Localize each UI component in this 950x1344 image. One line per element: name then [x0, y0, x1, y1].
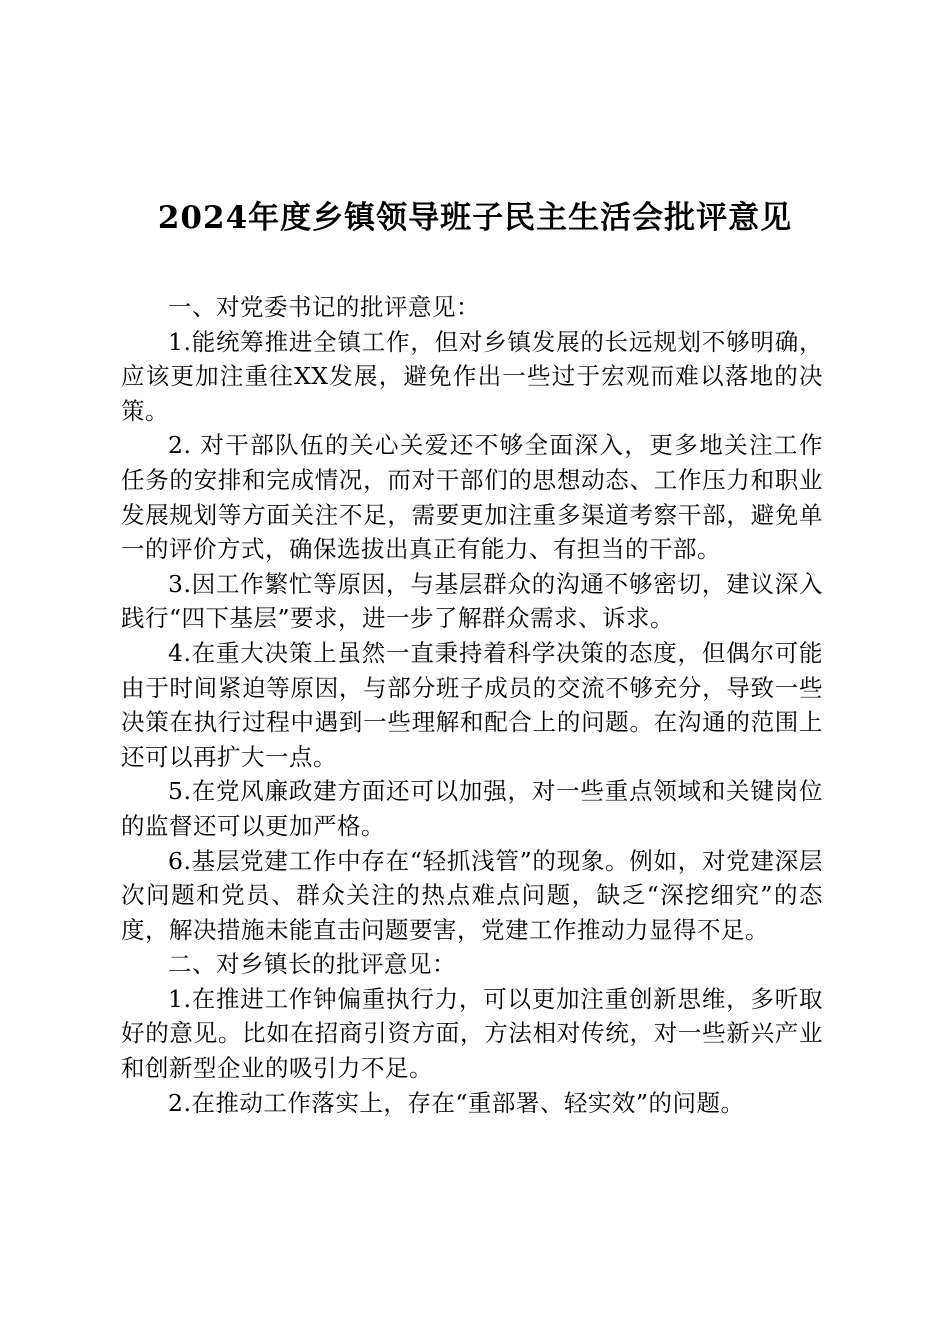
paragraph-township-head-item-1: 1.在推进工作钟偏重执行力，可以更加注重创新思维，多听取好的意见。比如在招商引资方面，方法相对传统，对一些新兴产业和创新型企业的吸引力不足。 — [121, 984, 823, 1083]
section-heading-township-head: 二、对乡镇长的批评意见： — [168, 950, 456, 979]
paragraph-secretary-item-1: 1.能统筹推进全镇工作，但对乡镇发展的长远规划不够明确，应该更加注重往XX发展，避免作出一些过于宏观而难以落地的决策。 — [121, 327, 823, 425]
paragraph-secretary-item-3: 3.因工作繁忙等原因，与基层群众的沟通不够密切，建议深入践行“四下基层”要求，进一步了解群众需求、诉求。 — [121, 569, 823, 633]
paragraph-secretary-item-4: 4.在重大决策上虽然一直秉持着科学决策的态度，但偶尔可能由于时间紧迫等原因，与部分班子成员的交流不够充分，导致一些决策在执行过程中遇到一些理解和配合上的问题。在沟通的范围上还可以再扩大一点。 — [121, 638, 823, 771]
paragraph-secretary-item-5: 5.在党风廉政建方面还可以加强，对一些重点领域和关键岗位的监督还可以更加严格。 — [121, 777, 823, 840]
paragraph-secretary-item-2: 2. 对干部队伍的关心关爱还不够全面深入，更多地关注工作任务的安排和完成情况，而对干部们的思想动态、工作压力和职业发展规划等方面关注不足，需要更加注重多渠道考察干部，避免单一的评价方式，确保选拔出真正有能力、有担当的干部。 — [121, 431, 823, 564]
paragraph-township-head-item-2: 2.在推动工作落实上，存在“重部署、轻实效”的问题。 — [168, 1088, 745, 1117]
document-body — [121, 290, 823, 1120]
document-title: 2024年度乡镇领导班子民主生活会批评意见 — [157, 200, 793, 236]
section-heading-party-secretary: 一、对党委书记的批评意见： — [168, 293, 480, 321]
paragraph-secretary-item-6: 6.基层党建工作中存在“轻抓浅管”的现象。例如，对党建深层次问题和党员、群众关注的热点难点问题，缺乏“深挖细究”的态度，解决措施未能直击问题要害，党建工作推动力显得不足。 — [121, 846, 823, 944]
